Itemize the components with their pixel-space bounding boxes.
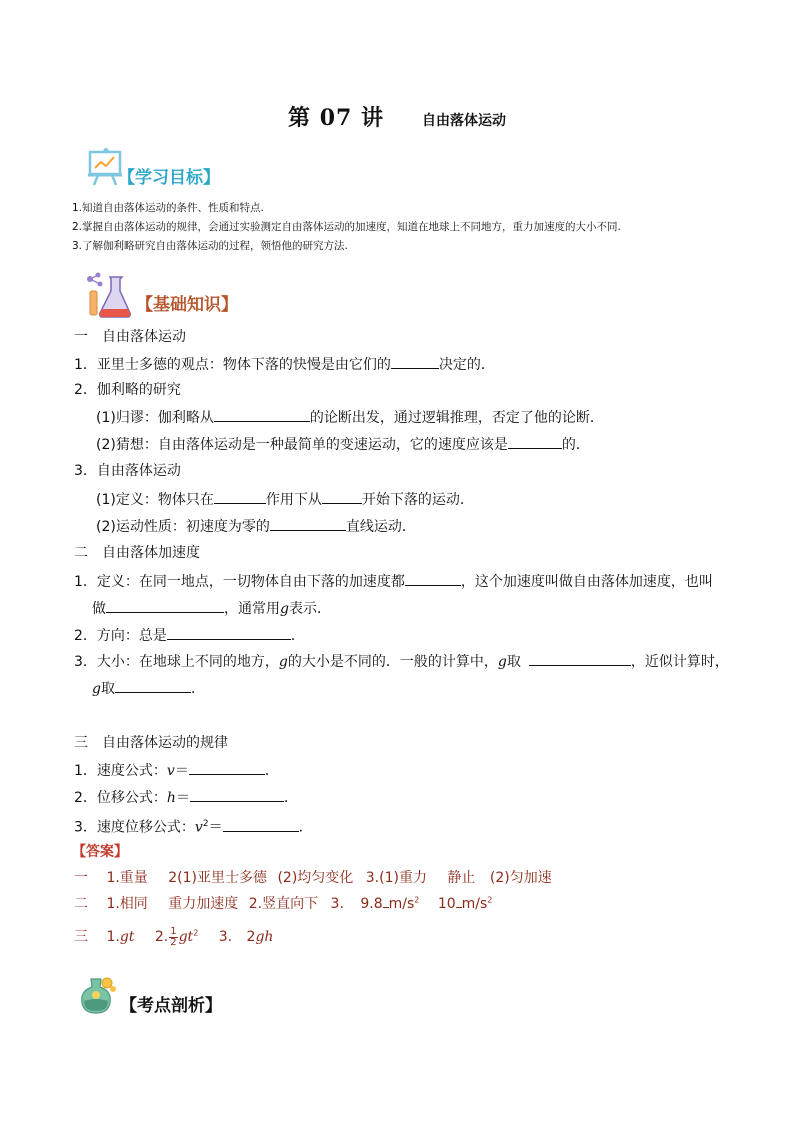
text: 3.(1)重力 [365,870,427,886]
flask-icon [84,271,134,323]
denominator: 2 [170,936,177,948]
text: ． [283,790,298,806]
s1-point3-1 [96,489,474,510]
text: 决定的． [438,357,495,373]
formula-gt: gt [119,929,135,945]
s3-point2 [74,787,298,808]
fill-blank [270,516,346,531]
formula-gt: gt [178,929,194,945]
symbol-v: v [194,819,203,836]
basics-label: 【基础知识】 [136,295,238,315]
lecture-topic: 自由落体运动 [421,113,506,129]
section2-heading: 二 自由落体加速度 [74,545,200,561]
text: ，通常用 [224,601,280,617]
text: (1)归谬：伽利略从 [96,410,214,426]
text: 3．大小：在地球上不同的地方， [74,654,279,670]
fill-blank [115,684,191,693]
text: 2．方向：总是 [74,628,167,644]
s1-point3: 3．自由落体运动 [74,463,181,479]
unit: m/s [461,896,488,912]
text: ． [298,819,313,836]
text: ． [190,681,205,697]
text: 二 [74,896,88,912]
text: 3. [218,929,233,945]
fill-blank [405,571,461,586]
text: 静止 [447,870,476,886]
fill-blank [189,760,265,775]
answer-row-3 [74,926,273,948]
s1-point2: 2．伽利略的研究 [74,382,181,398]
answers-label: 【答案】 [72,844,128,860]
goal-item: 1.知道自由落体运动的条件、性质和特点. [72,202,264,214]
text: 1. [106,929,120,945]
text: 一 [74,870,88,886]
fill-blank [106,598,224,613]
text: 2(1)亚里士多德 [168,870,268,886]
text: 三 [74,929,88,945]
text: (2)运动性质：初速度为零的 [96,519,270,535]
text: 取 [506,654,521,670]
goal-item: 2.掌握自由落体运动的规律，会通过实验测定自由落体运动的加速度，知道在地球上不同地方，重力加速度的大小不同. [72,221,621,233]
s1-point2-2 [96,434,590,455]
goals-label: 【学习目标】 [118,168,220,188]
text: 直线运动． [345,519,416,535]
symbol-g: g [280,601,289,617]
text: (2)均匀变化 [277,870,354,886]
text: 取 [100,681,115,697]
s2-point3 [74,652,729,672]
text: ＝ [174,763,189,779]
s2-point1 [74,571,713,592]
fill-blank [391,354,439,369]
text: 2. [154,929,169,945]
potion-icon [76,975,118,1019]
fill-blank [214,489,266,504]
s1-point1 [74,354,495,375]
s2-point2 [74,625,305,646]
text: 1．亚里士多德的观点：物体下落的快慢是由它们的 [74,357,391,373]
text: (2)猜想：自由落体运动是一种最简单的变速运动，它的速度应该是 [96,437,508,453]
text: 开始下落的运动． [361,492,474,508]
text: ． [290,628,305,644]
text: (1)定义：物体只在 [96,492,214,508]
text: 的． [561,437,590,453]
fraction-one-half [169,927,177,948]
fill-blank [322,489,362,504]
fill-blank [529,657,631,666]
s1-point2-1 [96,407,604,428]
text: 做 [92,601,106,617]
section3-heading: 三 自由落体运动的规律 [74,735,228,751]
s2-point3-cont [92,679,205,699]
text: ＝ [208,819,223,836]
text: 2.竖直向下 [248,896,319,912]
s3-point1 [74,760,279,781]
text: 的论断出发，通过逻辑推理，否定了他的论断． [309,410,604,426]
text: 重力加速度 [168,896,239,912]
text: 10 [437,896,456,912]
text: 3. [330,896,344,912]
text: 作用下从 [265,492,322,508]
symbol-g: g [278,654,288,670]
text: ，这个加速度叫做自由落体加速度，也叫 [460,574,713,590]
lecture-number: 第 07 讲 [288,105,384,131]
symbol-g: g [497,654,507,670]
text: 1．定义：在同一地点，一切物体自由下落的加速度都 [74,574,405,590]
answer-row-2 [74,893,492,913]
text: ＝ [175,790,190,806]
text: 1．速度公式： [74,763,167,779]
text: 1.重量 [106,870,148,886]
text: 1.相同 [106,896,148,912]
superscript: 2 [202,819,209,829]
symbol-v: v [166,763,175,779]
fill-blank [223,817,299,832]
answer-row-1 [74,867,552,887]
unit: m/s [388,896,415,912]
page-title [0,101,794,132]
text: ． [264,763,279,779]
text: 表示． [288,601,331,617]
text: 3．速度位移公式： [74,819,195,836]
section1-heading: 一 自由落体运动 [74,329,186,345]
text: (2)匀加速 [489,870,552,886]
goal-item: 3.了解伽利略研究自由落体运动的过程，领悟他的研究方法. [72,240,348,252]
fill-blank [167,625,291,640]
fill-blank [190,787,284,802]
text: 2．位移公式： [74,790,167,806]
s3-point3 [74,814,313,838]
formula-gh: gh [255,929,274,945]
fill-blank [214,407,310,422]
s2-point1-cont [92,598,331,619]
text: 2 [246,929,256,945]
superscript: 2 [414,895,420,905]
text: ，近似计算时， [630,654,729,670]
symbol-g: g [92,681,101,697]
text: 的大小是不同的．一般的计算中， [287,654,498,670]
s1-point3-2 [96,516,416,537]
superscript: 2 [487,895,493,905]
analysis-label: 【考点剖析】 [120,996,222,1016]
text: 9.8 [360,896,383,912]
symbol-h: h [166,790,176,806]
numerator: 1 [170,925,177,937]
fill-blank [508,434,562,449]
superscript: 2 [193,928,199,938]
